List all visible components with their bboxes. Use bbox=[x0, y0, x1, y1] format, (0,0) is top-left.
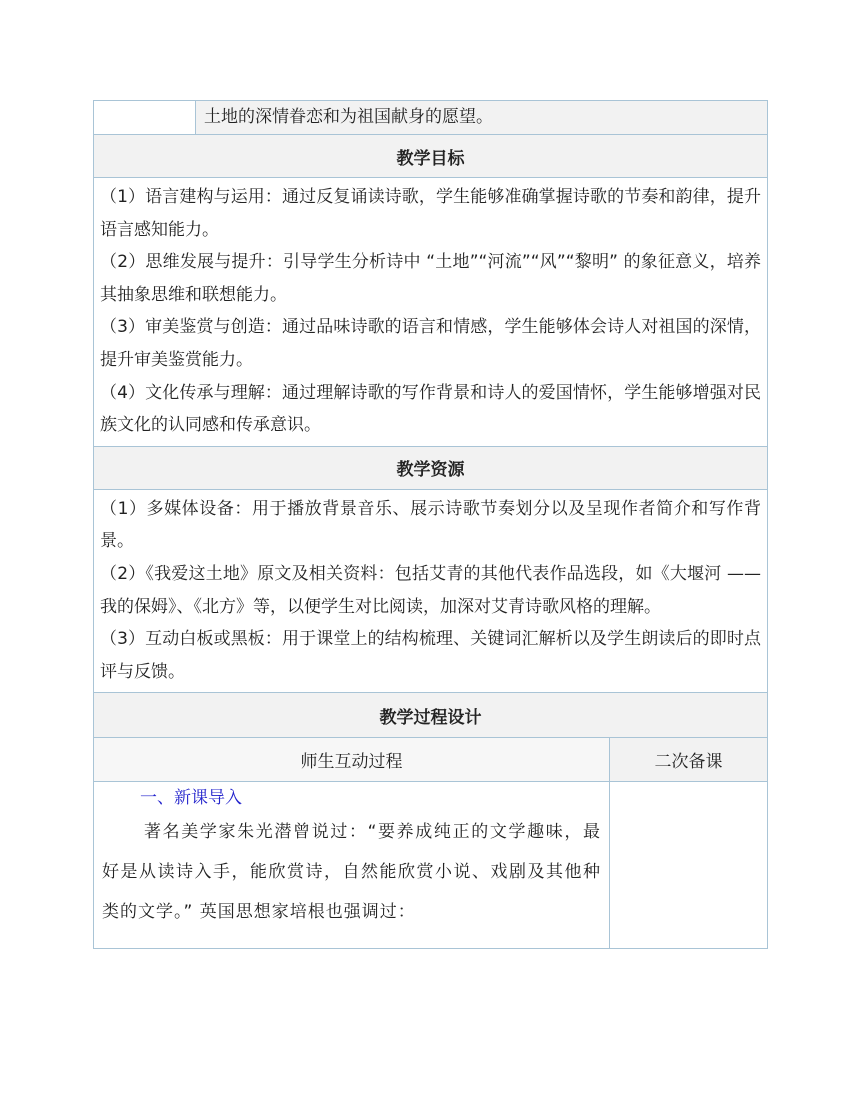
resource-item: （2）《我爱这土地》原文及相关资料：包括艾青的其他代表作品选段，如《大堰河 —— 我的保姆》、《北方》等，以便学生对比阅读，加深对艾青诗歌风格的理解。 bbox=[100, 563, 761, 617]
process-heading: 教学过程设计 bbox=[94, 693, 768, 738]
notes-column-header: 二次备课 bbox=[610, 738, 768, 782]
objectives-heading: 教学目标 bbox=[94, 135, 768, 178]
objectives-content bbox=[94, 178, 768, 447]
interaction-content bbox=[94, 782, 610, 949]
objectives-heading-row bbox=[94, 135, 768, 178]
process-columns-row bbox=[94, 738, 768, 782]
resources-content-row bbox=[94, 489, 768, 693]
resource-item: （3）互动白板或黑板：用于课堂上的结构梳理、关键词汇解析以及学生朗读后的即时点评与反馈。 bbox=[100, 629, 761, 682]
objective-item: （2）思维发展与提升：引导学生分析诗中 “土地”“河流”“风”“黎明” 的象征意义，培养其抽象思维和联想能力。 bbox=[100, 252, 761, 305]
objective-item: （3）审美鉴赏与创造：通过品味诗歌的语言和情感，学生能够体会诗人对祖国的深情，提升审美鉴赏能力。 bbox=[100, 317, 761, 370]
objectives-content-row bbox=[94, 178, 768, 447]
process-body-text: 著名美学家朱光潜曾说过：“要养成纯正的文学趣味，最好是从读诗入手，能欣赏诗，自然能欣赏小说、戏剧及其他种类的文学。” 英国思想家培根也强调过： bbox=[102, 822, 601, 923]
objective-item: （4）文化传承与理解：通过理解诗歌的写作背景和诗人的爱国情怀，学生能够增强对民族文化的认同感和传承意识。 bbox=[100, 382, 761, 436]
lesson-plan-table bbox=[93, 100, 768, 949]
interaction-column-header: 师生互动过程 bbox=[94, 738, 610, 782]
label-cell-empty bbox=[94, 101, 196, 135]
continued-text: 土地的深情眷恋和为祖国献身的愿望。 bbox=[196, 101, 768, 135]
resources-heading: 教学资源 bbox=[94, 446, 768, 489]
resources-heading-row bbox=[94, 446, 768, 489]
section-title: 一、新课导入 bbox=[140, 788, 242, 809]
process-heading-row bbox=[94, 693, 768, 738]
resources-content bbox=[94, 489, 768, 693]
resource-item: （1）多媒体设备：用于播放背景音乐、展示诗歌节奏划分以及呈现作者简介和写作背景。 bbox=[100, 498, 761, 552]
notes-content bbox=[610, 782, 768, 949]
process-content-row bbox=[94, 782, 768, 949]
objective-item: （1）语言建构与运用：通过反复诵读诗歌，学生能够准确掌握诗歌的节奏和韵律，提升语言感知能力。 bbox=[100, 187, 761, 240]
continued-row bbox=[94, 101, 768, 135]
